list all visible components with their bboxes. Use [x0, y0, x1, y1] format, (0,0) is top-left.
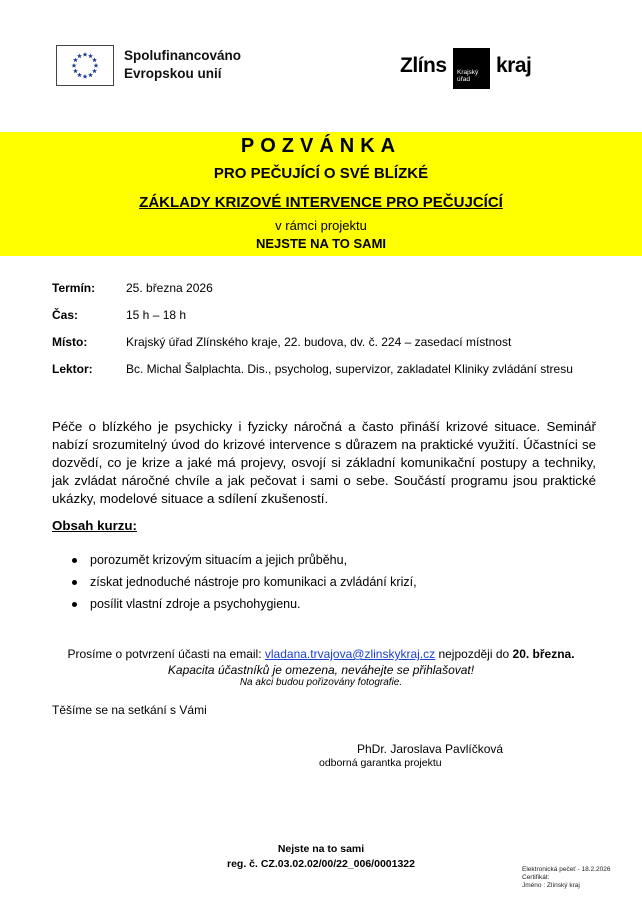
time-value: 15 h – 18 h [126, 308, 187, 322]
place-label: Místo: [52, 335, 88, 349]
banner-in-project: v rámci projektu [275, 218, 367, 233]
closing-text: Těšíme se na setkání s Vámi [52, 703, 207, 717]
eu-cofinancing-text [124, 47, 241, 83]
lecturer-value: Bc. Michal Šalplachta. Dis., psycholog, supervizor, zakladatel Kliniky zvládání stresu [126, 362, 573, 376]
esign-line-3: Jméno : Zlínský kraj [522, 882, 580, 889]
content-list [72, 549, 417, 615]
list-item: posílit vlastní zdroje a psychohygienu. [72, 593, 417, 615]
esign-line-2: Certifikát: [522, 874, 550, 881]
zlin-box-line-1: Krajský [457, 69, 479, 76]
footer-project: Nejste na to sami [277, 843, 365, 855]
invitation-banner [0, 132, 642, 256]
zlin-logo-right: kraj [496, 54, 532, 77]
term-label: Termín: [52, 281, 96, 295]
signature-role: odborná garantka projektu [319, 757, 442, 769]
list-item: získat jednoduché nástroje pro komunikaci a zvládání krizí, [72, 571, 417, 593]
banner-subtitle: PRO PEČUJÍCÍ O SVÉ BLÍZKÉ [213, 165, 429, 182]
term-value: 25. března 2026 [126, 281, 213, 295]
banner-project: NEJSTE NA TO SAMI [255, 236, 387, 251]
footer-reg: reg. č. CZ.03.02.02/00/22_006/0001322 [227, 858, 415, 870]
email-link[interactable]: vladana.trvajova@zlinskykraj.cz [264, 647, 436, 661]
confirm-line [0, 647, 642, 661]
content-heading: Obsah kurzu: [52, 518, 137, 533]
list-item: porozumět krizovým situacím a jejich průběhu, [72, 549, 417, 571]
banner-title: POZVÁNKA [240, 135, 402, 157]
banner-course: ZÁKLADY KRIZOVÉ INTERVENCE PRO PEČUJCÍCÍ [139, 194, 503, 211]
eu-text-line-2: Evropskou unií [124, 66, 222, 81]
description-paragraph: Péče o blízkého je psychicky i fyzicky náročná a často přináší krizové situace. Seminář nabízí srozumitelný úvod do krizové intervence s důrazem na praktické využití. Účastníci se dozvědí, co je krize a jaké má projevy, osvojí si základní komunikační postupy a techniky, jak zvládat náročné chvíle a jak pečovat i sami o sebe. Součástí programu jsou praktické ukázky, modelové situace a sdílení zkušeností. [52, 419, 596, 506]
photo-note: Na akci budou pořizovány fotografie. [239, 677, 403, 688]
place-value: Krajský úřad Zlínského kraje, 22. budova, dv. č. 224 – zasedací místnost [126, 335, 512, 349]
confirm-middle: nejpozději do [435, 647, 513, 661]
capacity-note: Kapacita účastníků je omezena, neváhejte se přihlašovat! [167, 663, 475, 677]
esign-line-1: Elektronická pečeť - 18.2.2026 [522, 866, 611, 873]
zlin-logo-box [453, 48, 490, 89]
signature-name: PhDr. Jaroslava Pavlíčková [357, 742, 504, 756]
eu-flag-icon [56, 45, 114, 86]
time-label: Čas: [52, 308, 79, 322]
confirm-prefix: Prosíme o potvrzení účasti na email: [67, 647, 265, 661]
zlin-logo-left: Zlíns [400, 54, 447, 77]
zlin-box-line-2: úřad [457, 76, 471, 83]
lecturer-label: Lektor: [52, 362, 93, 376]
eu-text-line-1: Spolufinancováno [124, 48, 242, 63]
electronic-seal [522, 866, 610, 890]
confirm-deadline: 20. března. [512, 647, 575, 661]
